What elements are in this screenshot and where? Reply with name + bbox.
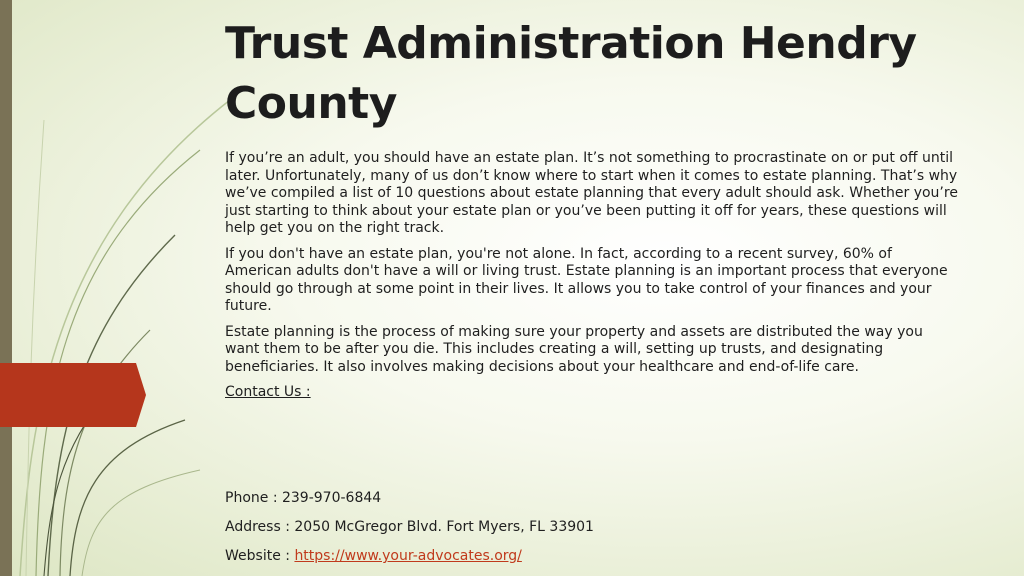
paragraph-2: If you don't have an estate plan, you're not alone. In fact, according to a recent survey, 60% of American adults don't have a will or living trust. Estate planning is an important process that everyone should go through at some point in their lives. It allows you to take control of your finances and your future. <box>225 245 948 314</box>
left-accent-bar <box>0 0 12 576</box>
address-value: 2050 McGregor Blvd. Fort Myers, FL 33901 <box>294 519 594 535</box>
decorative-curves <box>0 0 240 576</box>
phone-label: Phone : <box>225 490 282 506</box>
address-line <box>225 519 594 537</box>
red-arrow-tab <box>0 363 146 427</box>
phone-line <box>225 490 381 508</box>
website-link[interactable]: https://www.your-advocates.org/ <box>294 548 522 564</box>
main-content <box>225 14 960 402</box>
address-label: Address : <box>225 519 295 535</box>
website-line <box>225 548 522 566</box>
paragraph-1: If you’re an adult, you should have an estate plan. It’s not something to procrastinate on or put off until later. Unfortunately, many of us don’t know where to start when it comes to estate planning. That’s why we’ve compiled a list of 10 questions about estate planning that every adult should ask. Whether you’re just starting to think about your estate plan or you’ve been putting it off for years, these questions will help get you on the right track. <box>225 150 958 236</box>
page-title: Trust Administration Hendry County <box>225 18 917 129</box>
website-label: Website : <box>225 548 295 564</box>
paragraph-3: Estate planning is the process of making sure your property and assets are distributed the way you want them to be after you die. This includes creating a will, setting up trusts, and designating beneficiaries. It also involves making decisions about your healthcare and end-of-life care. <box>225 323 923 375</box>
phone-number: 239-970-6844 <box>281 490 382 506</box>
contact-us-link[interactable]: Contact Us : <box>225 384 311 400</box>
